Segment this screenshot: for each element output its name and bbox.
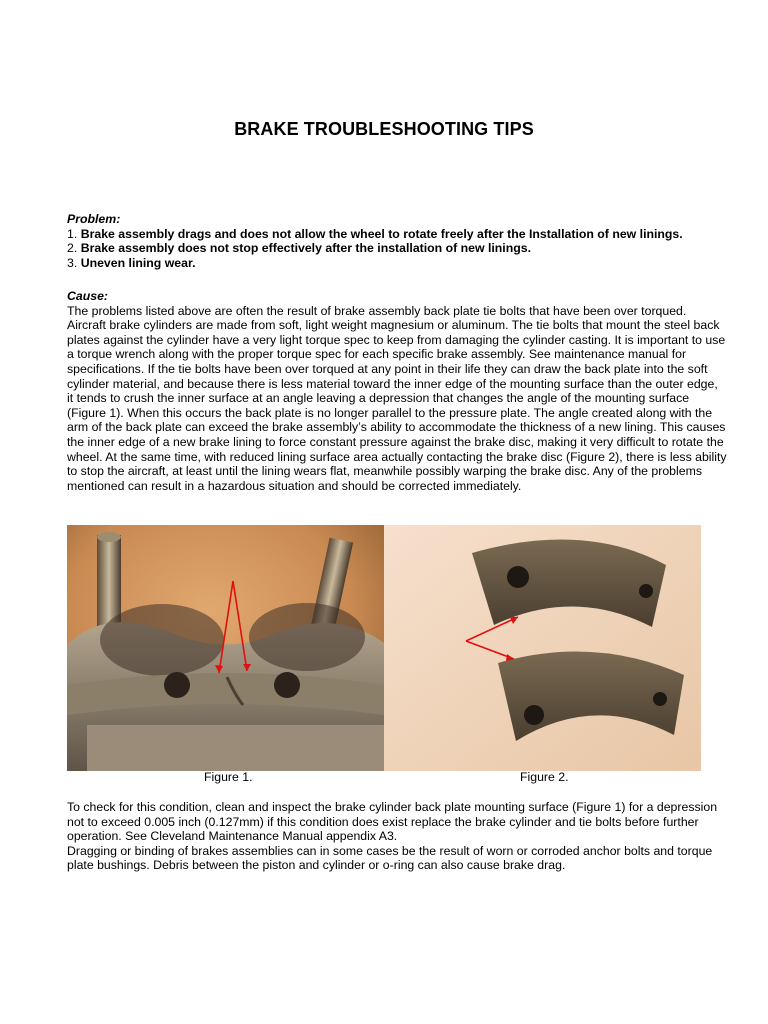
check-paragraph: To check for this condition, clean and inspect the brake cylinder back plate mounting surface (Figure 1) for a depression not to exceed 0.005 inch (0.127mm) if this condition does exist replace the brake cylinder and tie bolts before further operation. See Cleveland Maintenance Manual appendix A3. [67,800,718,844]
problem-item-number: 3. [67,255,78,270]
problem-item-text: Brake assembly drags and does not allow the wheel to rotate freely after the Installation of new linings. [80,226,683,241]
brake-cylinder-photo [67,525,384,771]
problem-item-text: Uneven lining wear. [80,255,196,270]
problem-heading: Problem: [67,212,121,226]
figure-2-photo [384,525,701,771]
figure-strip [67,525,701,771]
problem-item-1 [67,227,727,242]
figure-1-photo [67,525,384,771]
check-section [67,800,727,873]
figure-1-caption: Figure 1. [204,770,253,784]
drag-causes-paragraph: Dragging or binding of brakes assemblies can in some cases be the result of worn or corroded anchor bolts and torque plate bushings. Debris between the piston and cylinder or o-ring can also cause brake drag. [67,843,713,873]
figure-2-caption: Figure 2. [520,770,569,784]
problem-item-number: 2. [67,241,78,256]
cause-paragraph: The problems listed above are often the result of brake assembly back plate tie bolts that have been over torqued. Aircraft brake cylinders are made from soft, light weight magnesium or aluminum. The tie bolts that mount the steel back plates against the cylinder have a very light torque spec to keep from damaging the cylinder casting. It is important to use a torque wrench along with the proper torque spec for each specific brake assembly. See maintenance manual for specifications. If the tie bolts have been over torqued at any point in their life they can draw the back plate into the soft cylinder material, and because there is less material toward the inner edge of the mounting surface than the outer edge, it tends to crush the inner surface at an angle leaving a depression that changes the angle of the mounting surface (Figure 1). When this occurs the back plate is no longer parallel to the pressure plate. The angle created along with the arm of the back plate can exceed the brake assembly’s ability to accommodate the thickness of a new lining. This causes the inner edge of a new brake lining to force constant pressure against the brake disc, making it very difficult to rotate the wheel. At the same time, with reduced lining surface area actually contacting the brake disc (Figure 2), there is less ability to stop the aircraft, at least until the lining wears flat, meanwhile possibly warping the brake disc. Any of the problems mentioned can result in a hazardous situation and should be corrected immediately. [67,303,727,493]
cause-section [67,289,727,493]
problem-section [67,212,727,270]
problem-item-text: Brake assembly does not stop effectively after the installation of new linings. [80,241,532,256]
brake-lining-photo [384,525,701,771]
problem-item-2 [67,241,727,256]
problem-item-3 [67,256,727,271]
cause-heading: Cause: [67,289,109,303]
problem-item-number: 1. [67,226,78,241]
page-title: BRAKE TROUBLESHOOTING TIPS [234,119,534,139]
